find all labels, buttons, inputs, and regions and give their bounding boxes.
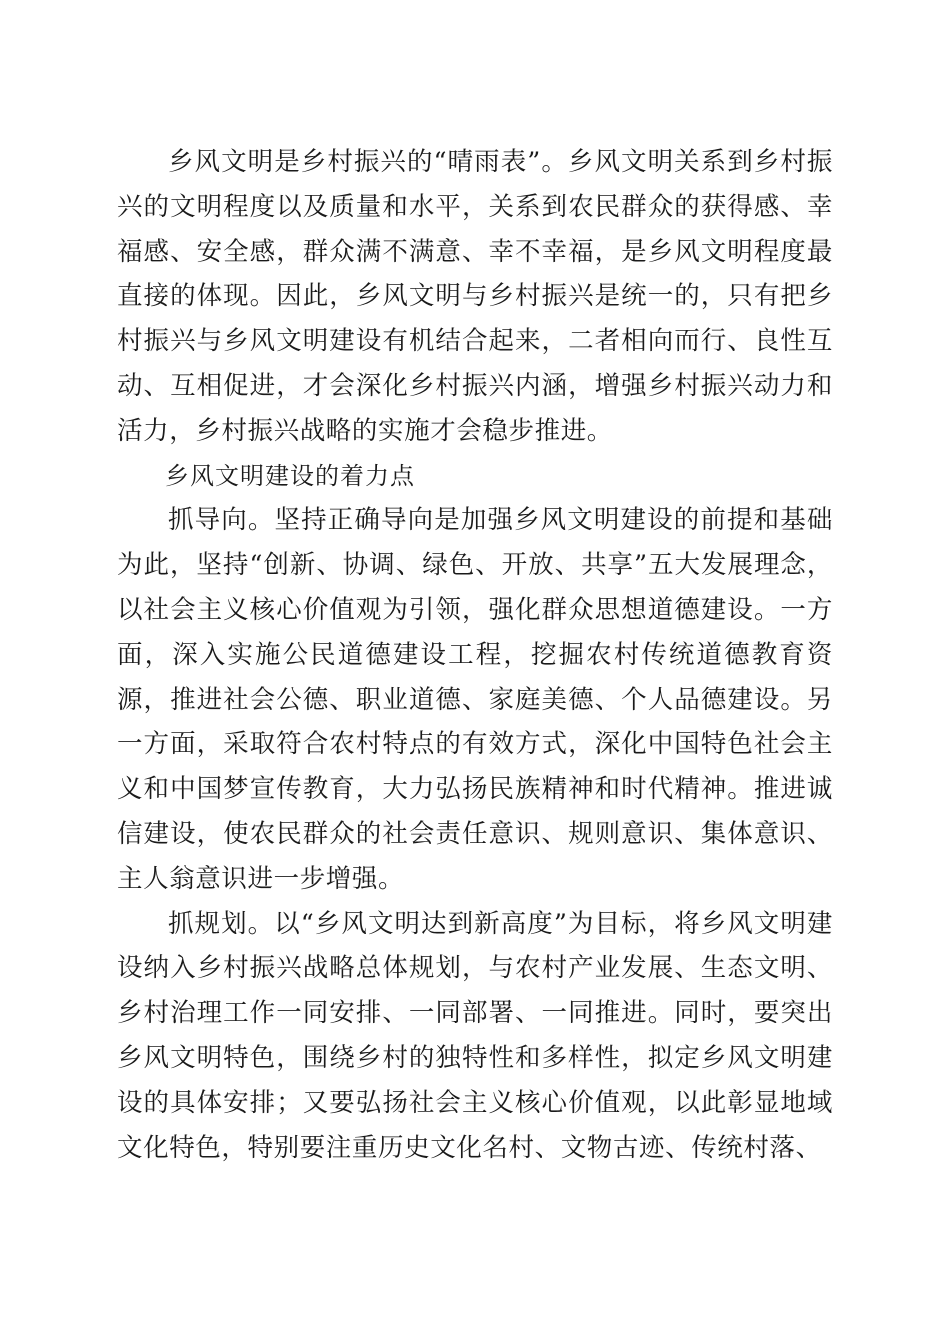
paragraph-guidance: 抓导向。坚持正确导向是加强乡风文明建设的前提和基础为此，坚持“创新、协调、绿色、开放、共享”五大发展理念，以社会主义核心价值观为引领，强化群众思想道德建设。一方面，深入实施公民道德建设工程，挖掘农村传统道德教育资源，推进社会公德、职业道德、家庭美德、个人品德建设。另一方面，采取符合农村特点的有效方式，深化中国特色社会主义和中国梦宣传教育，大力弘扬民族精神和时代精神。推进诚信建设，使农民群众的社会责任意识、规则意识、集体意识、主人翁意识进一步增强。 <box>117 505 833 894</box>
body-text <box>117 140 833 1170</box>
paragraph-intro: 乡风文明是乡村振兴的“晴雨表”。乡风文明关系到乡村振兴的文明程度以及质量和水平，关系到农民群众的获得感、幸福感、安全感，群众满不满意、幸不幸福，是乡风文明程度最直接的体现。因此，乡风文明与乡村振兴是统一的，只有把乡村振兴与乡风文明建设有机结合起来，二者相向而行、良性互动、互相促进，才会深化乡村振兴内涵，增强乡村振兴动力和活力，乡村振兴战略的实施才会稳步推进。 <box>117 147 833 446</box>
section-heading: 乡风文明建设的着力点 <box>165 461 415 490</box>
paragraph-planning: 抓规划。以“乡风文明达到新高度”为目标，将乡风文明建设纳入乡村振兴战略总体规划，与农村产业发展、生态文明、乡村治理工作一同安排、一同部署、一同推进。同时，要突出乡风文明特色，围绕乡村的独特性和多样性，拟定乡风文明建设的具体安排；又要弘扬社会主义核心价值观，以此彰显地域文化特色，特别要注重历史文化名村、文物古迹、传统村落、 <box>117 908 833 1163</box>
